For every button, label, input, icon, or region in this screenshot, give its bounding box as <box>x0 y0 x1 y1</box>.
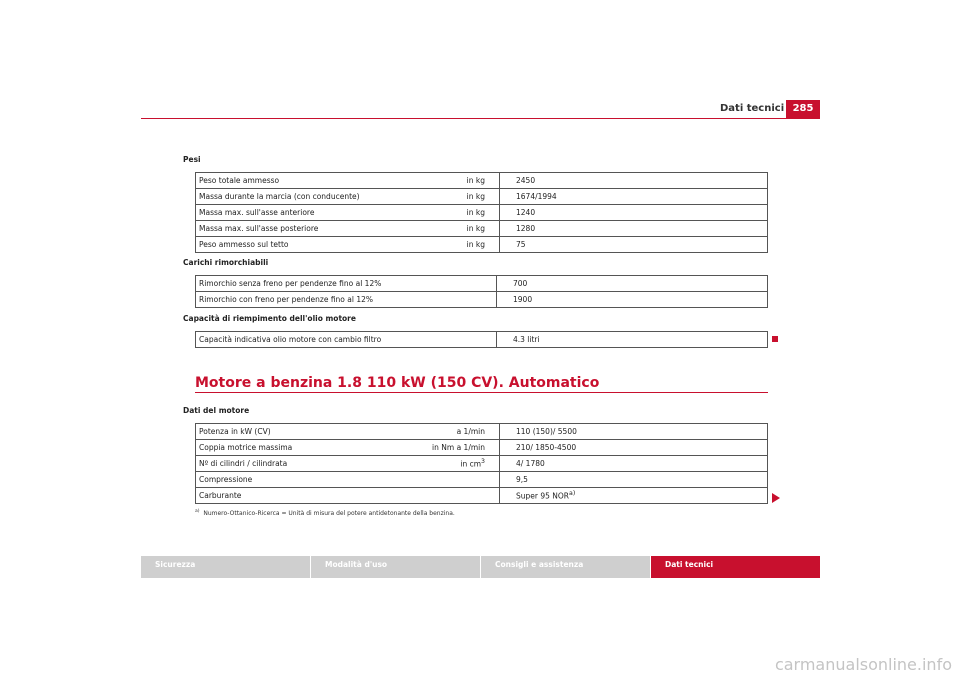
section-end-marker-icon <box>772 336 778 342</box>
section-title-motore: Dati del motore <box>183 406 250 415</box>
table-row <box>196 332 768 348</box>
row-value: 1280 <box>500 221 768 237</box>
row-label: Capacità indicativa olio motore con cambio filtro <box>196 332 497 348</box>
row-value: 110 (150)/ 5500 <box>500 424 768 440</box>
watermark: carmanualsonline.info <box>774 655 952 674</box>
table-row <box>196 472 768 488</box>
engine-heading-divider <box>195 392 768 393</box>
table-row <box>196 488 768 504</box>
row-unit: in kg <box>422 221 500 237</box>
row-label: Potenza in kW (CV) <box>196 424 423 440</box>
row-value: 1674/1994 <box>500 189 768 205</box>
row-value <box>500 488 768 504</box>
value-text: Super 95 NOR <box>516 491 570 501</box>
row-unit: in kg <box>422 237 500 253</box>
row-value: 9,5 <box>500 472 768 488</box>
table-row <box>196 456 768 472</box>
row-value: 210/ 1850-4500 <box>500 440 768 456</box>
row-unit: in Nm a 1/min <box>422 440 500 456</box>
row-label: Massa max. sull'asse anteriore <box>196 205 423 221</box>
row-value: 2450 <box>500 173 768 189</box>
row-unit <box>422 488 500 504</box>
table-row <box>196 292 768 308</box>
row-label: Massa durante la marcia (con conducente) <box>196 189 423 205</box>
table-row <box>196 189 768 205</box>
next-page-arrow-icon[interactable] <box>772 493 780 503</box>
row-value: 700 <box>497 276 768 292</box>
section-title-olio: Capacità di riempimento dell'olio motore <box>183 314 356 323</box>
table-row <box>196 173 768 189</box>
row-label: Carburante <box>196 488 423 504</box>
footnote-marker: a) <box>195 509 200 514</box>
row-value: 1900 <box>497 292 768 308</box>
footer-tab-modalita[interactable]: Modalità d'uso <box>311 556 480 578</box>
section-title-carichi: Carichi rimorchiabili <box>183 258 269 267</box>
footer-tab-consigli[interactable]: Consigli e assistenza <box>481 556 650 578</box>
footer-tab-sicurezza[interactable]: Sicurezza <box>141 556 310 578</box>
engine-heading: Motore a benzina 1.8 110 kW (150 CV). Automatico <box>195 375 600 391</box>
footer-tab-dati-tecnici[interactable]: Dati tecnici <box>651 556 820 578</box>
row-label: Massa max. sull'asse posteriore <box>196 221 423 237</box>
page-header-title: Dati tecnici <box>720 103 785 114</box>
page-number-badge: 285 <box>786 100 820 118</box>
row-unit: in kg <box>422 173 500 189</box>
table-row <box>196 221 768 237</box>
table-row <box>196 276 768 292</box>
row-unit: in kg <box>422 189 500 205</box>
row-label: Compressione <box>196 472 423 488</box>
row-unit <box>422 472 500 488</box>
unit-text: in cm <box>460 459 482 469</box>
row-label: Coppia motrice massima <box>196 440 423 456</box>
row-label: Nº di cilindri / cilindrata <box>196 456 423 472</box>
table-carichi <box>195 275 768 308</box>
row-label: Peso ammesso sul tetto <box>196 237 423 253</box>
section-title-pesi: Pesi <box>183 155 201 164</box>
header-divider <box>141 118 820 119</box>
row-label: Rimorchio senza freno per pendenze fino al 12% <box>196 276 497 292</box>
row-value: 4.3 litri <box>497 332 768 348</box>
footer-nav <box>141 556 820 578</box>
row-unit: a 1/min <box>422 424 500 440</box>
row-value: 4/ 1780 <box>500 456 768 472</box>
row-value: 75 <box>500 237 768 253</box>
table-motore <box>195 423 768 504</box>
table-pesi <box>195 172 768 253</box>
unit-superscript: 3 <box>481 458 485 466</box>
table-row <box>196 237 768 253</box>
footnote-text: Numero-Ottanico-Ricerca = Unità di misura del potere antidetonante della benzina. <box>203 510 455 517</box>
table-olio <box>195 331 768 348</box>
footnote-ref: a) <box>569 490 576 498</box>
row-unit <box>422 456 500 472</box>
row-value: 1240 <box>500 205 768 221</box>
table-row <box>196 424 768 440</box>
row-label: Peso totale ammesso <box>196 173 423 189</box>
row-label: Rimorchio con freno per pendenze fino al 12% <box>196 292 497 308</box>
footnote <box>195 509 455 517</box>
table-row <box>196 440 768 456</box>
table-row <box>196 205 768 221</box>
row-unit: in kg <box>422 205 500 221</box>
